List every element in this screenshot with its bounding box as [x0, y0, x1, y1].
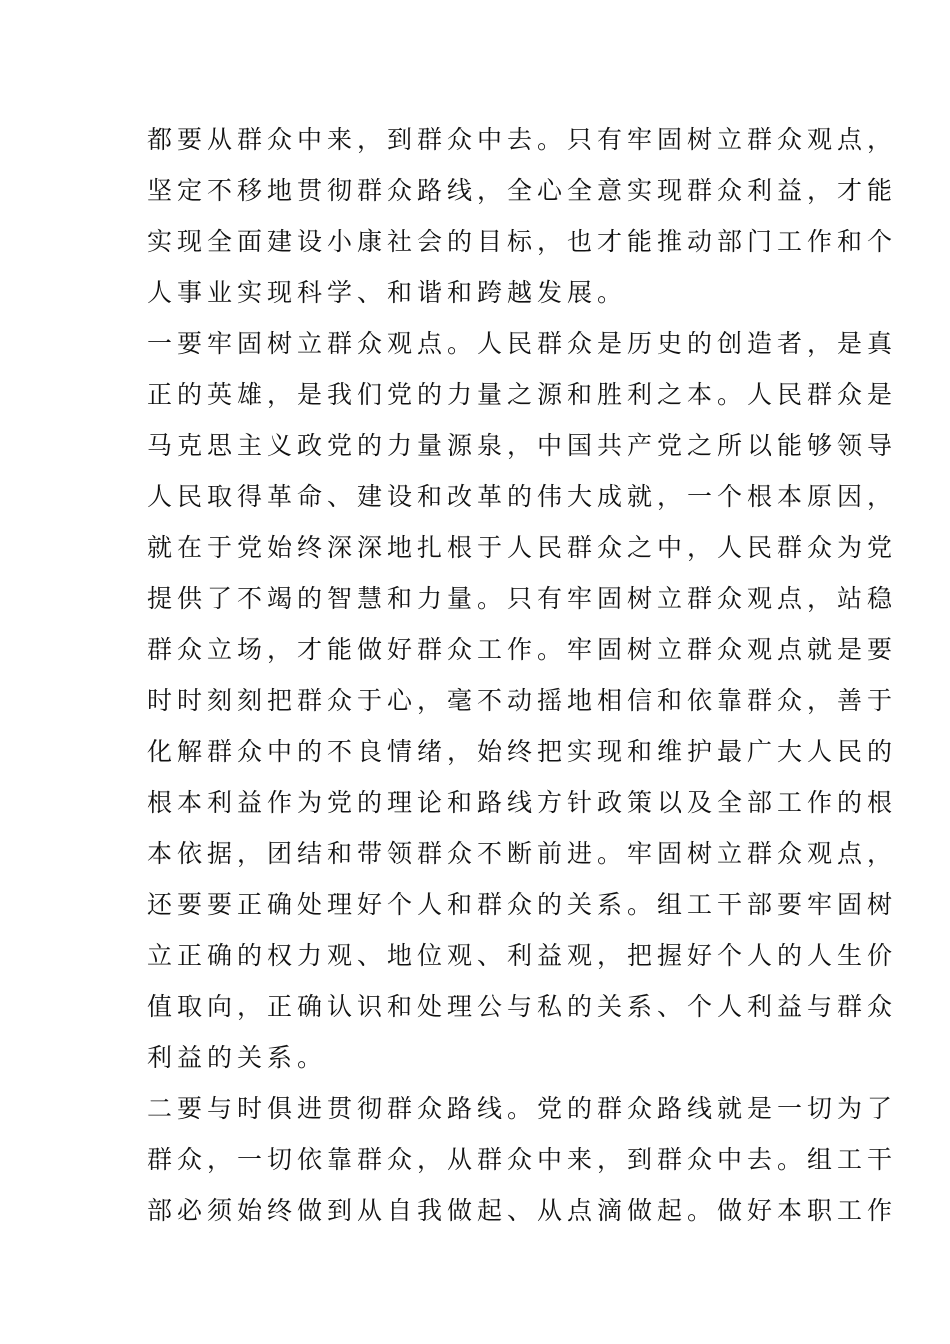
text-line: 一要牢固树立群众观点。人民群众是历史的创造者，是真: [147, 329, 898, 358]
text-line: 立正确的权力观、地位观、利益观，把握好个人的人生价: [147, 941, 898, 970]
text-line: 坚定不移地贯彻群众路线，全心全意实现群众利益，才能: [147, 176, 898, 205]
text-line: 人民取得革命、建设和改革的伟大成就，一个根本原因，: [147, 482, 898, 511]
text-line: 实现全面建设小康社会的目标，也才能推动部门工作和个: [147, 227, 898, 256]
text-line: 化解群众中的不良情绪，始终把实现和维护最广大人民的: [147, 737, 898, 766]
text-line: 马克思主义政党的力量源泉，中国共产党之所以能够领导: [147, 431, 898, 460]
text-line: 群众，一切依靠群众，从群众中来，到群众中去。组工干: [147, 1145, 898, 1174]
text-line: 就在于党始终深深地扎根于人民群众之中，人民群众为党: [147, 533, 898, 562]
text-line: 值取向，正确认识和处理公与私的关系、个人利益与群众: [147, 992, 898, 1021]
text-line: 二要与时俱进贯彻群众路线。党的群众路线就是一切为了: [147, 1094, 898, 1123]
text-line: 提供了不竭的智慧和力量。只有牢固树立群众观点，站稳: [147, 584, 898, 613]
text-line: 正的英雄，是我们党的力量之源和胜利之本。人民群众是: [147, 380, 898, 409]
text-line: 人事业实现科学、和谐和跨越发展。: [147, 278, 628, 307]
text-line: 利益的关系。: [147, 1043, 328, 1072]
text-line: 本依据，团结和带领群众不断前进。牢固树立群众观点，: [147, 839, 898, 868]
text-line: 部必须始终做到从自我做起、从点滴做起。做好本职工作: [147, 1196, 898, 1225]
text-line: 根本利益作为党的理论和路线方针政策以及全部工作的根: [147, 788, 898, 817]
text-line: 时时刻刻把群众于心，毫不动摇地相信和依靠群众，善于: [147, 686, 898, 715]
text-line: 群众立场，才能做好群众工作。牢固树立群众观点就是要: [147, 635, 898, 664]
body-text: [147, 125, 898, 1247]
text-line: 都要从群众中来，到群众中去。只有牢固树立群众观点，: [147, 125, 898, 154]
text-line: 还要要正确处理好个人和群众的关系。组工干部要牢固树: [147, 890, 898, 919]
